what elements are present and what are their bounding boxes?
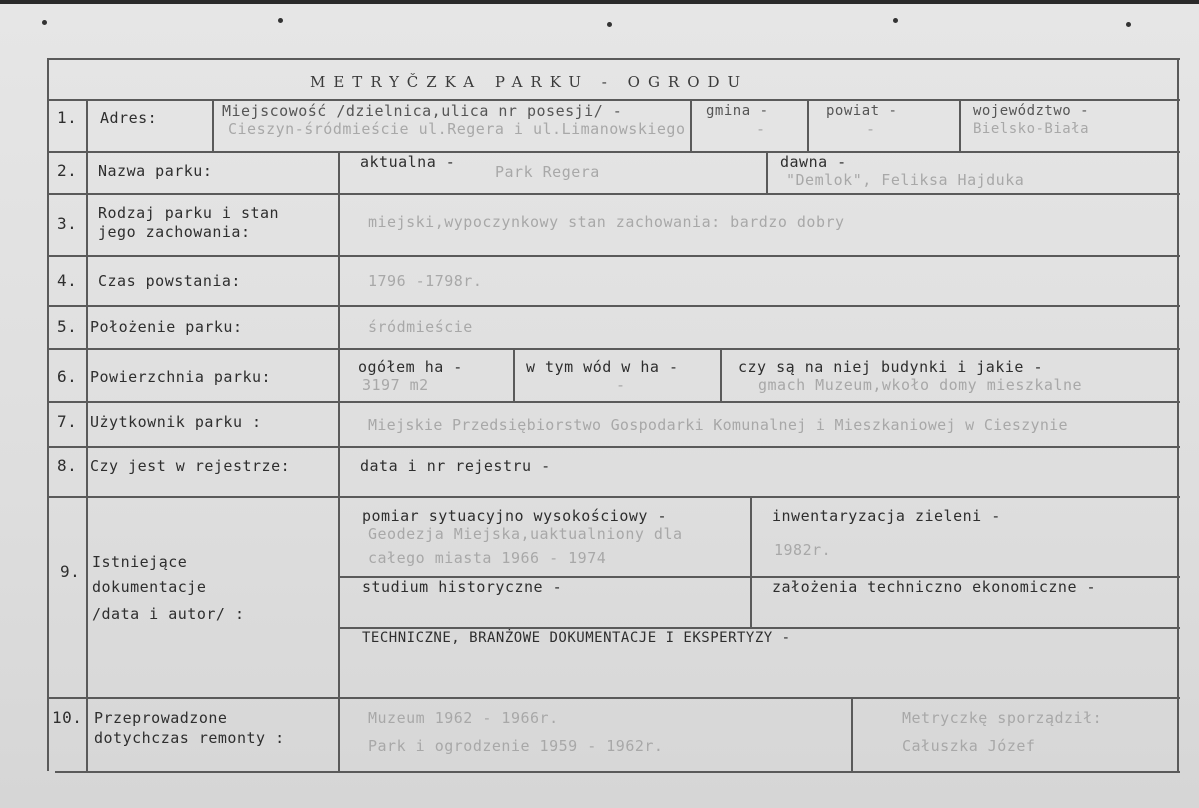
documentation-label-line1: Istniejące — [92, 553, 188, 571]
total-area-value: 3197 m2 — [362, 376, 429, 394]
renovation-entry-2: Park i ogrodzenie 1959 - 1962r. — [368, 737, 664, 755]
park-type-label-line2: jego zachowania: — [98, 223, 251, 241]
powiat-value: - — [866, 120, 876, 138]
survey-value-line2: całego miasta 1966 - 1974 — [368, 549, 607, 567]
row-number: 10. — [52, 708, 83, 727]
water-area-label: w tym wód w ha - — [526, 358, 679, 376]
technical-assumptions-label: założenia techniczno ekonomiczne - — [772, 578, 1097, 596]
survey-label: pomiar sytuacyjno wysokościowy - — [362, 507, 667, 525]
creation-time-label: Czas powstania: — [98, 272, 241, 290]
current-name-label: aktualna - — [360, 153, 456, 171]
renovation-entry-1: Muzeum 1962 - 1966r. — [368, 709, 559, 727]
powiat-label: powiat - — [826, 103, 898, 119]
total-area-label: ogółem ha - — [358, 358, 463, 376]
park-type-label-line1: Rodzaj parku i stan — [98, 204, 280, 222]
address-label: Adres: — [100, 109, 158, 127]
buildings-label: czy są na niej budynki i jakie - — [738, 358, 1043, 376]
row-number: 3. — [57, 214, 78, 233]
row-number: 9. — [60, 562, 81, 581]
current-name-value: Park Regera — [495, 163, 600, 181]
form-title: METRYČZKA PARKU - OGRODU — [310, 73, 749, 91]
technical-documentation-label: TECHNICZNE, BRANŻOWE DOKUMENTACJE I EKSPERTYZY - — [362, 630, 791, 646]
historical-study-label: studium historyczne - — [362, 578, 563, 596]
row-number: 6. — [57, 367, 78, 386]
survey-value-line1: Geodezja Miejska,uaktualniony dla — [368, 525, 683, 543]
location-label: Położenie parku: — [90, 318, 243, 336]
location-value: śródmieście — [368, 318, 473, 336]
registry-label: Czy jest w rejestrze: — [90, 457, 291, 475]
user-value: Miejskie Przedsiębiorstwo Gospodarki Komunalnej i Mieszkaniowej w Cieszynie — [368, 416, 1068, 434]
row-number: 7. — [57, 412, 78, 431]
wojewodztwo-value: Bielsko-Biała — [973, 121, 1090, 137]
user-label: Użytkownik parku : — [90, 413, 262, 431]
greenery-inventory-value: 1982r. — [774, 541, 832, 559]
documentation-label-line3: /data i autor/ : — [92, 605, 245, 623]
address-subheader: Miejscowość /dzielnica,ulica nr posesji/ - — [222, 102, 623, 120]
area-label: Powierzchnia parku: — [90, 368, 272, 386]
wojewodztwo-label: województwo - — [973, 103, 1090, 119]
row-number: 4. — [57, 271, 78, 290]
water-area-value: - — [616, 376, 626, 394]
row-number: 8. — [57, 456, 78, 475]
address-value: Cieszyn-śródmieście ul.Regera i ul.Limanowskiego — [228, 120, 686, 138]
renovations-label-line2: dotychczas remonty : — [94, 729, 285, 747]
park-name-label: Nazwa parku: — [98, 162, 213, 180]
row-number: 5. — [57, 317, 78, 336]
prepared-by-label: Metryczkę sporządził: — [902, 709, 1103, 727]
gmina-value: - — [756, 120, 766, 138]
renovations-label-line1: Przeprowadzone — [94, 709, 228, 727]
registry-date-label: data i nr rejestru - — [360, 457, 551, 475]
row-number: 1. — [57, 108, 78, 127]
park-type-value: miejski,wypoczynkowy stan zachowania: bardzo dobry — [368, 213, 845, 231]
gmina-label: gmina - — [706, 103, 769, 119]
greenery-inventory-label: inwentaryzacja zieleni - — [772, 507, 1001, 525]
creation-time-value: 1796 -1798r. — [368, 272, 483, 290]
former-name-value: "Demlok", Feliksa Hajduka — [786, 171, 1025, 189]
prepared-by-name: Całuszka Józef — [902, 737, 1036, 755]
buildings-value: gmach Muzeum,wkoło domy mieszkalne — [758, 376, 1083, 394]
documentation-label-line2: dokumentacje — [92, 578, 207, 596]
former-name-label: dawna - — [780, 153, 847, 171]
row-number: 2. — [57, 161, 78, 180]
